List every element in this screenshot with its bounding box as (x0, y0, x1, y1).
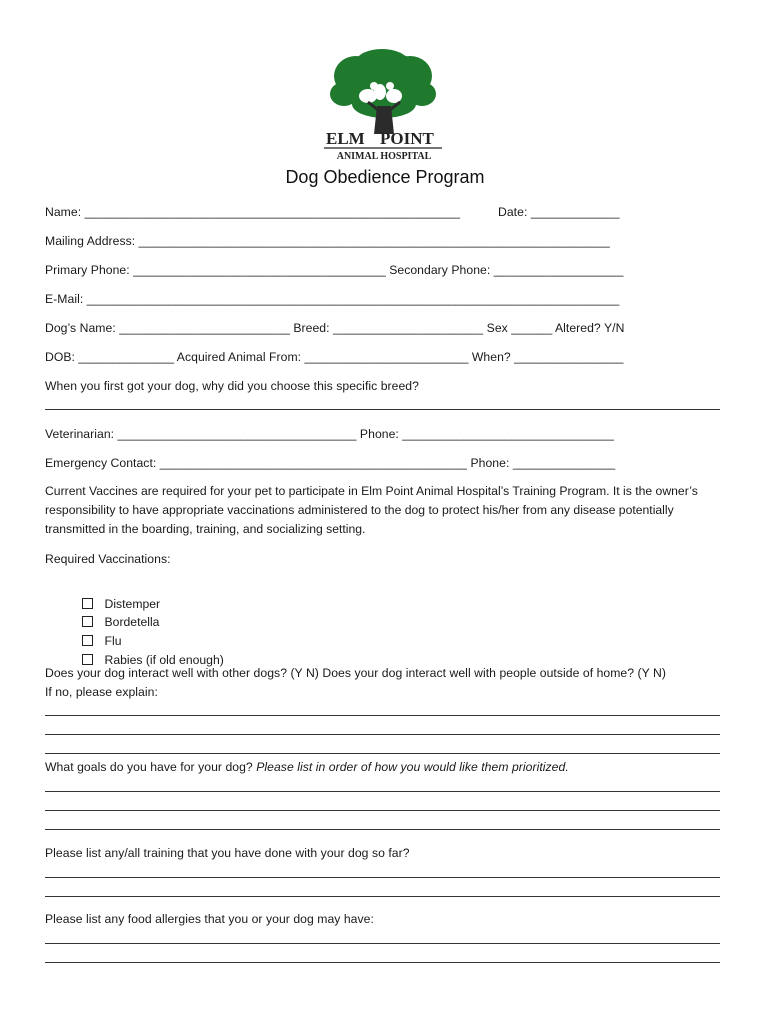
logo-text-animal-hospital: ANIMAL HOSPITAL (336, 151, 432, 162)
explain-prompt: If no, please explain: (45, 685, 158, 699)
goals-question (45, 759, 569, 775)
answer-line[interactable] (45, 715, 720, 716)
answer-line[interactable] (45, 810, 720, 811)
answer-line[interactable] (45, 943, 720, 944)
goals-question-text: What goals do you have for your dog? (45, 760, 253, 774)
allergies-question: Please list any food allergies that you or your dog may have: (45, 912, 374, 926)
required-vaccinations-label: Required Vaccinations: (45, 552, 171, 566)
interaction-question: Does your dog interact well with other dogs? (Y N) Does your dog interact well with people outside of home? (Y N) (45, 666, 666, 680)
email-field[interactable]: E-Mail: ______________________________________________________________________________ (45, 292, 620, 306)
vaccination-label: Flu (104, 634, 122, 648)
logo-text-elm: ELM (326, 129, 365, 148)
answer-line[interactable] (45, 734, 720, 735)
answer-line[interactable] (45, 829, 720, 830)
dog-details-fields[interactable]: Dog’s Name: _________________________ Breed: ______________________ Sex ______ Altered? Y/N (45, 321, 625, 335)
logo-text-point: POINT (380, 129, 434, 148)
answer-line[interactable] (45, 753, 720, 754)
veterinarian-fields[interactable]: Veterinarian: ___________________________________ Phone: _______________________________ (45, 427, 614, 441)
breed-question: When you first got your dog, why did you choose this specific breed? (45, 379, 419, 393)
page-title: Dog Obedience Program (285, 167, 485, 187)
answer-line[interactable] (45, 896, 720, 897)
checkbox[interactable] (82, 654, 93, 665)
elm-point-logo (322, 48, 446, 162)
phone-fields[interactable]: Primary Phone: _____________________________________ Secondary Phone: ___________________ (45, 263, 624, 277)
tree-logo-icon (322, 48, 446, 162)
dob-acquired-fields[interactable]: DOB: ______________ Acquired Animal From: ________________________ When? ________________ (45, 350, 624, 364)
answer-line[interactable] (45, 409, 720, 410)
answer-line[interactable] (45, 962, 720, 963)
date-field[interactable]: Date: _____________ (498, 205, 620, 219)
emergency-contact-fields[interactable]: Emergency Contact: _____________________________________________ Phone: _______________ (45, 456, 616, 470)
vaccine-notice: Current Vaccines are required for your pet to participate in Elm Point Animal Hospital’s Training Program. It is the owner’s responsibility to have appropriate vaccinations administered to the dog to protect his/her from any disease potentially transmitted in the boarding, training, and socializing setting. (45, 484, 698, 536)
name-field[interactable]: Name: _______________________________________________________ (45, 205, 461, 219)
goals-note: Please list in order of how you would like them prioritized. (256, 760, 569, 774)
answer-line[interactable] (45, 791, 720, 792)
mailing-address-field[interactable]: Mailing Address: _____________________________________________________________________ (45, 234, 610, 248)
vaccination-label: Rabies (if old enough) (104, 653, 224, 667)
vaccination-label: Bordetella (104, 615, 160, 629)
answer-line[interactable] (45, 877, 720, 878)
vaccination-label: Distemper (104, 597, 161, 611)
training-question: Please list any/all training that you have done with your dog so far? (45, 846, 410, 860)
